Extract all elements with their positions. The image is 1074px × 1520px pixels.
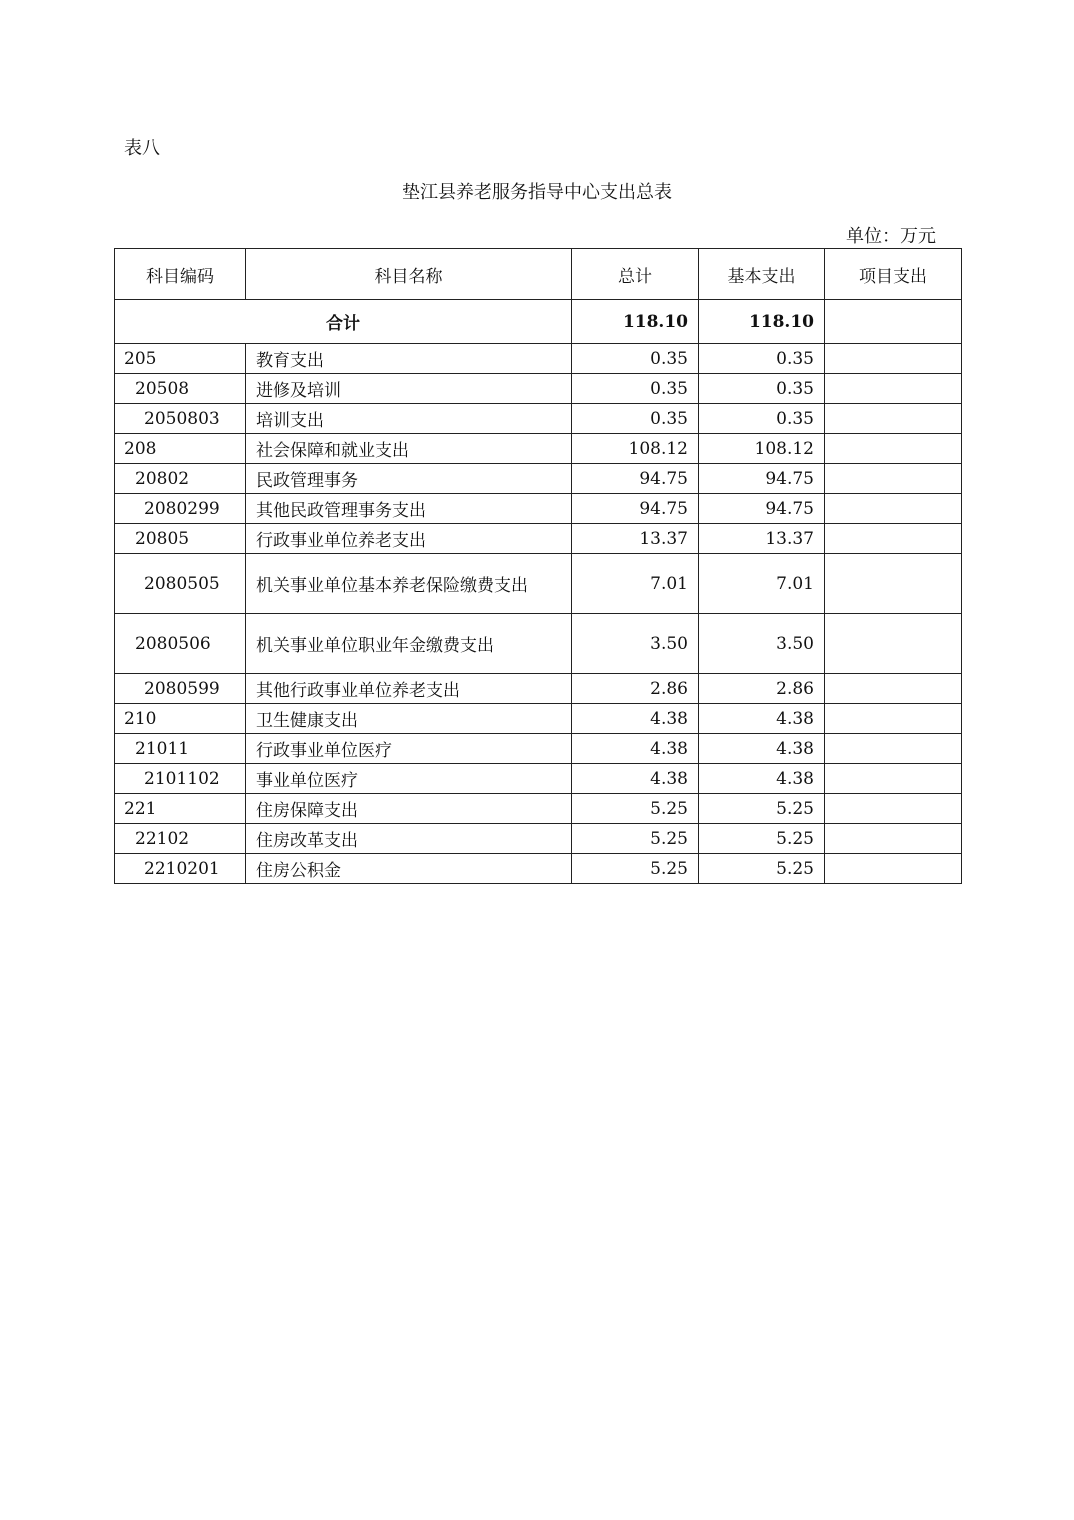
row-name: 机关事业单位职业年金缴费支出 bbox=[246, 614, 572, 674]
row-basic: 2.86 bbox=[699, 674, 825, 704]
table-row bbox=[115, 434, 962, 464]
table-row bbox=[115, 854, 962, 884]
row-total: 5.25 bbox=[572, 824, 699, 854]
row-code: 2210201 bbox=[115, 854, 246, 884]
table-row bbox=[115, 764, 962, 794]
row-project bbox=[825, 374, 962, 404]
row-name: 教育支出 bbox=[246, 344, 572, 374]
row-total: 7.01 bbox=[572, 554, 699, 614]
row-name: 社会保障和就业支出 bbox=[246, 434, 572, 464]
header-total: 总计 bbox=[572, 249, 699, 300]
expenditure-table bbox=[114, 248, 962, 884]
header-name: 科目名称 bbox=[246, 249, 572, 300]
row-basic: 108.12 bbox=[699, 434, 825, 464]
row-basic: 5.25 bbox=[699, 854, 825, 884]
total-total: 118.10 bbox=[572, 300, 699, 344]
row-code: 208 bbox=[115, 434, 246, 464]
row-name: 行政事业单位养老支出 bbox=[246, 524, 572, 554]
row-total: 5.25 bbox=[572, 794, 699, 824]
row-code: 21011 bbox=[115, 734, 246, 764]
row-code: 221 bbox=[115, 794, 246, 824]
row-name: 住房保障支出 bbox=[246, 794, 572, 824]
row-project bbox=[825, 824, 962, 854]
table-row bbox=[115, 404, 962, 434]
row-total: 2.86 bbox=[572, 674, 699, 704]
total-project bbox=[825, 300, 962, 344]
row-total: 94.75 bbox=[572, 494, 699, 524]
row-total: 13.37 bbox=[572, 524, 699, 554]
row-project bbox=[825, 674, 962, 704]
table-row bbox=[115, 734, 962, 764]
row-code: 20508 bbox=[115, 374, 246, 404]
row-basic: 5.25 bbox=[699, 794, 825, 824]
row-name: 进修及培训 bbox=[246, 374, 572, 404]
row-project bbox=[825, 464, 962, 494]
header-code: 科目编码 bbox=[115, 249, 246, 300]
row-code: 2080299 bbox=[115, 494, 246, 524]
row-name: 培训支出 bbox=[246, 404, 572, 434]
row-basic: 94.75 bbox=[699, 464, 825, 494]
row-code: 2080599 bbox=[115, 674, 246, 704]
row-basic: 13.37 bbox=[699, 524, 825, 554]
total-label: 合计 bbox=[115, 300, 572, 344]
table-row bbox=[115, 824, 962, 854]
row-project bbox=[825, 434, 962, 464]
row-project bbox=[825, 704, 962, 734]
row-total: 4.38 bbox=[572, 734, 699, 764]
table-row bbox=[115, 614, 962, 674]
row-project bbox=[825, 344, 962, 374]
row-name: 住房公积金 bbox=[246, 854, 572, 884]
row-name: 事业单位医疗 bbox=[246, 764, 572, 794]
row-project bbox=[825, 794, 962, 824]
row-code: 2080505 bbox=[115, 554, 246, 614]
row-name: 住房改革支出 bbox=[246, 824, 572, 854]
row-total: 108.12 bbox=[572, 434, 699, 464]
row-project bbox=[825, 554, 962, 614]
row-project bbox=[825, 854, 962, 884]
row-total: 94.75 bbox=[572, 464, 699, 494]
table-row bbox=[115, 494, 962, 524]
row-total: 4.38 bbox=[572, 764, 699, 794]
row-total: 3.50 bbox=[572, 614, 699, 674]
row-name: 行政事业单位医疗 bbox=[246, 734, 572, 764]
row-total: 0.35 bbox=[572, 404, 699, 434]
header-project: 项目支出 bbox=[825, 249, 962, 300]
page-title: 垫江县养老服务指导中心支出总表 bbox=[402, 182, 672, 203]
table-label: 表八 bbox=[124, 138, 160, 159]
row-name: 卫生健康支出 bbox=[246, 704, 572, 734]
table-row bbox=[115, 374, 962, 404]
row-name: 其他行政事业单位养老支出 bbox=[246, 674, 572, 704]
table-row bbox=[115, 344, 962, 374]
total-basic: 118.10 bbox=[699, 300, 825, 344]
row-code: 20805 bbox=[115, 524, 246, 554]
table-row bbox=[115, 674, 962, 704]
row-total: 4.38 bbox=[572, 704, 699, 734]
row-code: 2101102 bbox=[115, 764, 246, 794]
row-code: 210 bbox=[115, 704, 246, 734]
row-name: 机关事业单位基本养老保险缴费支出 bbox=[246, 554, 572, 614]
row-code: 22102 bbox=[115, 824, 246, 854]
header-row bbox=[115, 249, 962, 300]
table-row bbox=[115, 524, 962, 554]
row-basic: 4.38 bbox=[699, 764, 825, 794]
row-project bbox=[825, 404, 962, 434]
row-basic: 5.25 bbox=[699, 824, 825, 854]
row-name: 民政管理事务 bbox=[246, 464, 572, 494]
row-project bbox=[825, 494, 962, 524]
table-row bbox=[115, 554, 962, 614]
row-code: 20802 bbox=[115, 464, 246, 494]
total-row bbox=[115, 300, 962, 344]
row-basic: 4.38 bbox=[699, 704, 825, 734]
row-total: 5.25 bbox=[572, 854, 699, 884]
unit-label: 单位：万元 bbox=[846, 226, 936, 247]
row-code: 205 bbox=[115, 344, 246, 374]
row-code: 2080506 bbox=[115, 614, 246, 674]
table-row bbox=[115, 794, 962, 824]
table-row bbox=[115, 704, 962, 734]
header-basic: 基本支出 bbox=[699, 249, 825, 300]
row-code: 2050803 bbox=[115, 404, 246, 434]
row-project bbox=[825, 764, 962, 794]
row-name: 其他民政管理事务支出 bbox=[246, 494, 572, 524]
row-project bbox=[825, 734, 962, 764]
row-basic: 3.50 bbox=[699, 614, 825, 674]
row-project bbox=[825, 614, 962, 674]
table-row bbox=[115, 464, 962, 494]
row-basic: 94.75 bbox=[699, 494, 825, 524]
row-basic: 0.35 bbox=[699, 404, 825, 434]
row-total: 0.35 bbox=[572, 374, 699, 404]
row-basic: 0.35 bbox=[699, 344, 825, 374]
row-basic: 7.01 bbox=[699, 554, 825, 614]
row-basic: 4.38 bbox=[699, 734, 825, 764]
row-total: 0.35 bbox=[572, 344, 699, 374]
row-project bbox=[825, 524, 962, 554]
row-basic: 0.35 bbox=[699, 374, 825, 404]
